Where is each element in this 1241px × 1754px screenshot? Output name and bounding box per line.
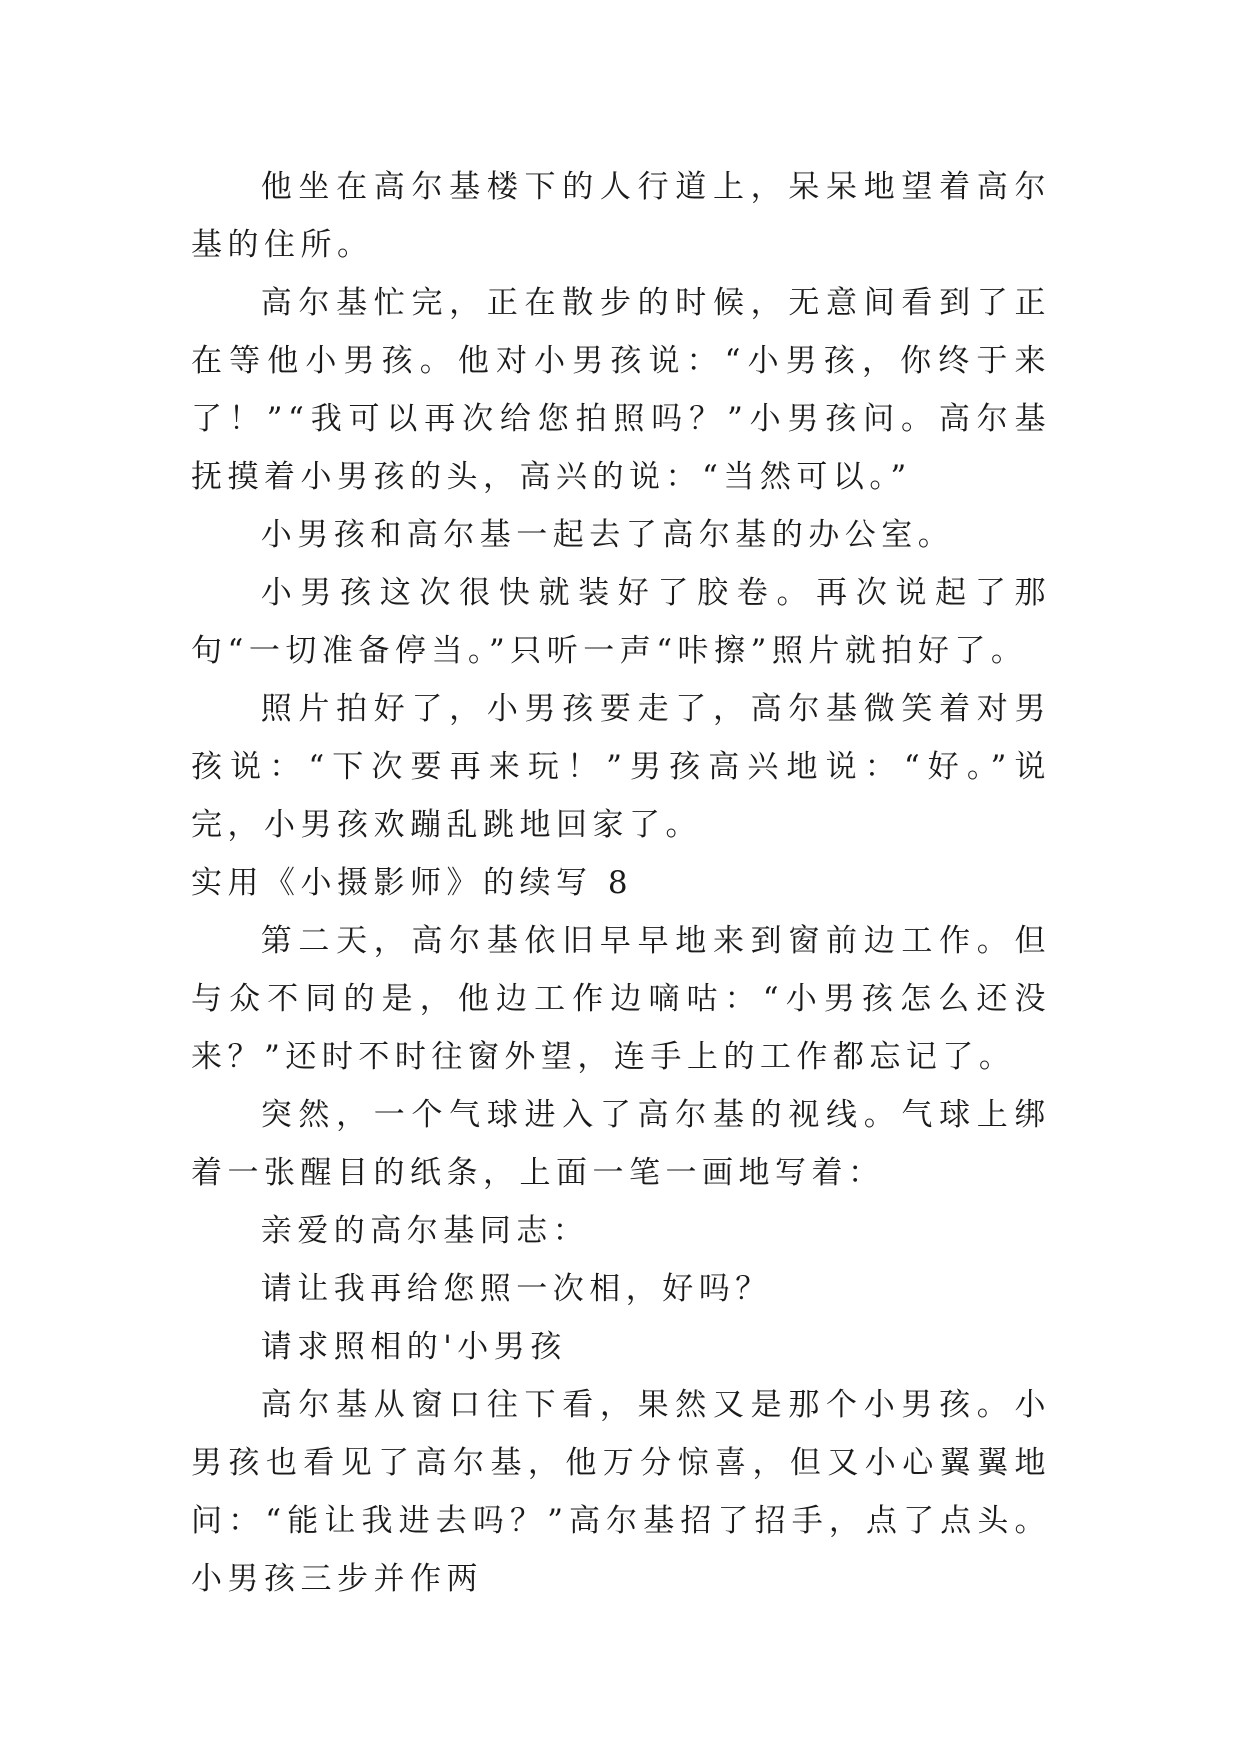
document-body <box>191 158 1051 1608</box>
paragraph: 小男孩这次很快就装好了胶卷。再次说起了那句“一切准备停当。”只听一声“咔擦”照片就拍好了。 <box>191 575 1051 669</box>
paragraph: 请让我再给您照一次相，好吗？ <box>260 1271 772 1307</box>
paragraph: 高尔基从窗口往下看，果然又是那个小男孩。小男孩也看见了高尔基，他万分惊喜，但又小心翼翼地问：“能让我进去吗？”高尔基招了招手，点了点头。小男孩三步并作两 <box>191 1387 1051 1597</box>
paragraph: 突然，一个气球进入了高尔基的视线。气球上绑着一张醒目的纸条，上面一笔一画地写着： <box>191 1097 1051 1191</box>
paragraph: 照片拍好了，小男孩要走了，高尔基微笑着对男孩说：“下次要再来玩！”男孩高兴地说：“好。”说完，小男孩欢蹦乱跳地回家了。 <box>191 691 1051 843</box>
section-title: 实用《小摄影师》的续写 8 <box>191 865 634 901</box>
paragraph: 他坐在高尔基楼下的人行道上，呆呆地望着高尔基的住所。 <box>191 169 1051 263</box>
paragraph: 请求照相的'小男孩 <box>260 1329 567 1365</box>
paragraph: 第二天，高尔基依旧早早地来到窗前边工作。但与众不同的是，他边工作边嘀咕：“小男孩怎么还没来？”还时不时往窗外望，连手上的工作都忘记了。 <box>191 923 1051 1075</box>
paragraph: 亲爱的高尔基同志： <box>260 1213 590 1249</box>
paragraph: 高尔基忙完，正在散步的时候，无意间看到了正在等他小男孩。他对小男孩说：“小男孩，你终于来了！”“我可以再次给您拍照吗？”小男孩问。高尔基抚摸着小男孩的头，高兴的说：“当然可以。” <box>191 285 1051 495</box>
paragraph: 小男孩和高尔基一起去了高尔基的办公室。 <box>260 517 955 553</box>
